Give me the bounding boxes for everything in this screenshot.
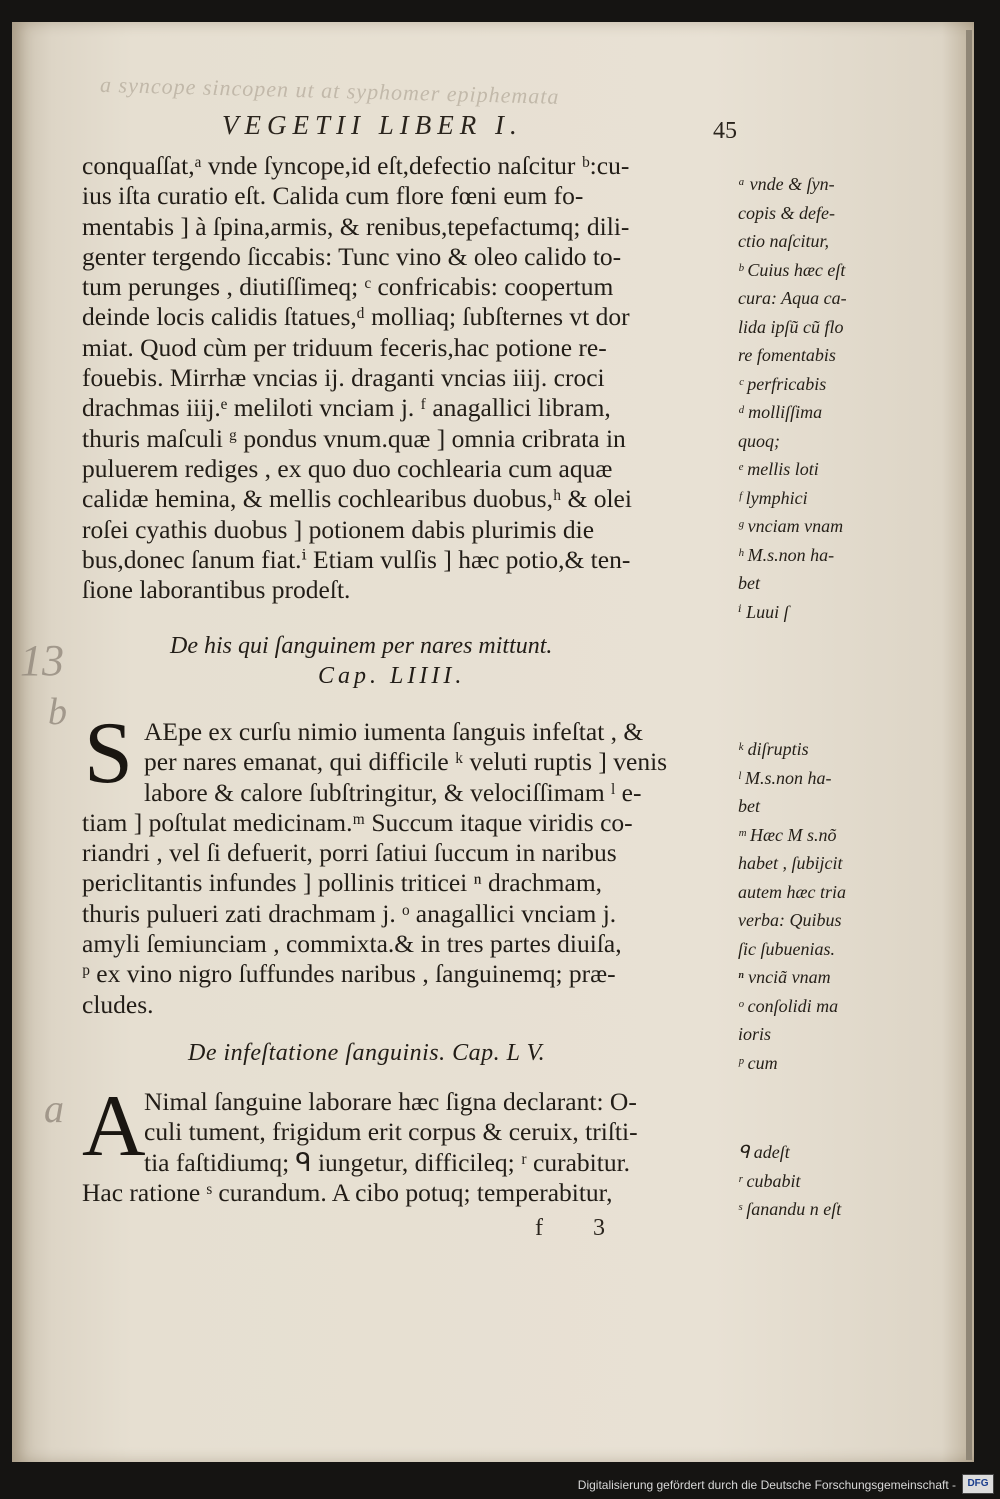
text-line: roſei cyathis duobus ] potionem dabis plurimis die bbox=[82, 514, 595, 544]
margin-note: ᶜ perfricabis bbox=[738, 373, 827, 394]
chapter-number: Cap. LIIII. bbox=[318, 663, 466, 689]
margin-note: bet bbox=[738, 573, 760, 593]
text-line: tia faſtidiumq; ᑫ iungetur, difficileq; ʳ curabitur. bbox=[144, 1147, 631, 1177]
text-line: deinde locis calidis ſtatues,ᵈ molliaq; ſubſternes vt dor bbox=[82, 302, 630, 332]
margin-note: cura: Aqua ca- bbox=[738, 288, 847, 308]
margin-note: ⁱ Luui ſ bbox=[738, 601, 789, 622]
margin-note: re fomentabis bbox=[738, 345, 836, 365]
margin-note: ctio naſcitur, bbox=[738, 231, 829, 251]
margin-note: ᵉ mellis loti bbox=[738, 459, 819, 479]
section-1-text bbox=[82, 151, 742, 605]
drop-cap: A bbox=[82, 1078, 146, 1175]
pencil-mark: a bbox=[44, 1086, 64, 1131]
text-line: riandri , vel ſi defuerit, porri ſatiui ſuccum in naribus bbox=[82, 838, 617, 868]
margin-note: ˡ M.s.non ha- bbox=[738, 767, 832, 788]
drop-cap: S bbox=[84, 705, 133, 802]
text-line: puluerem rediges , ex quo duo cochlearia cum aquæ bbox=[82, 453, 613, 483]
text-line: bus,donec ſanum fiat.ⁱ Etiam vulſis ] hæc potio,& ten- bbox=[82, 544, 631, 574]
margin-note: ᵒ conſolidi ma bbox=[738, 995, 839, 1016]
margin-note: ʰ M.s.non ha- bbox=[738, 544, 835, 565]
margin-note: ⁿ vnciã vnam bbox=[738, 967, 831, 987]
text-line: drachmas iiij.ᵉ meliloti vnciam j. ᶠ anagallici libram, bbox=[82, 393, 611, 423]
text-line: per nares emanat, qui difficile ᵏ veluti ruptis ] venis bbox=[144, 747, 668, 777]
margin-note: ᵖ cum bbox=[738, 1052, 778, 1073]
digitization-credit: Digitalisierung gefördert durch die Deutsche Forschungsgemeinschaft - bbox=[577, 1478, 956, 1492]
text-line: Hac ratione ˢ curandum. A cibo potuq; temperabitur, bbox=[82, 1177, 613, 1207]
page-number: 45 bbox=[713, 118, 737, 144]
text-line: ius iſta curatio eſt. Calida cum flore fœni eum fo- bbox=[82, 181, 584, 211]
margin-notes-2 bbox=[738, 735, 878, 1077]
text-line: miat. Quod cùm per triduum feceris,hac potione re- bbox=[82, 332, 607, 362]
handwritten-scribble: a syncope sincopen ut at syphomer epiphemata bbox=[99, 71, 560, 109]
chapter-title: De his qui ſanguinem per nares mittunt. bbox=[170, 633, 553, 659]
text-line: amyli ſemiunciam , commixta.& in tres partes diuiſa, bbox=[82, 929, 622, 959]
text-line: ſione laborantibus prodeſt. bbox=[82, 575, 351, 605]
text-line: calidæ hemina, & mellis cochlearibus duobus,ʰ & olei bbox=[82, 484, 632, 514]
margin-note: ioris bbox=[738, 1024, 772, 1044]
margin-note: ᵏ diſruptis bbox=[738, 739, 809, 759]
text-line: mentabis ] à ſpina,armis, & renibus,tepefactumq; dili- bbox=[82, 211, 630, 241]
margin-note: quoq; bbox=[738, 430, 780, 451]
text-line: AEpe ex curſu nimio iumenta ſanguis infeſtat , & bbox=[144, 717, 644, 746]
page-edge bbox=[966, 30, 972, 1460]
margin-note: lida ipſũ cũ flo bbox=[738, 316, 844, 337]
text-line: conquaſſat,ᵃ vnde ſyncope,id eſt,defectio naſcitur ᵇ:cu- bbox=[82, 151, 630, 180]
text-line: genter tergendo ſiccabis: Tunc vino & oleo calido to- bbox=[82, 241, 622, 271]
text-line: thuris maſculi ᵍ pondus vnum.quæ ] omnia cribrata in bbox=[82, 423, 626, 453]
margin-notes-3 bbox=[738, 1138, 878, 1224]
margin-note: habet , ſubijcit bbox=[738, 853, 843, 873]
running-header: VEGETII LIBER I. bbox=[222, 110, 523, 140]
margin-note: copis & defe- bbox=[738, 202, 835, 223]
pencil-mark: b bbox=[48, 691, 67, 733]
margin-note: ᑫ adeſt bbox=[738, 1142, 790, 1162]
text-line: labore & calore ſubſtringitur, & velociſſimam ˡ e- bbox=[144, 777, 642, 807]
chapter-title: De infeſtatione ſanguinis. Cap. L V. bbox=[188, 1040, 546, 1066]
margin-note: ᶠ lymphici bbox=[738, 487, 808, 508]
section-3-text bbox=[82, 1078, 742, 1208]
dfg-logo: DFG bbox=[962, 1474, 994, 1494]
text-line: tum perunges , diutiſſimeq; ᶜ confricabis: coopertum bbox=[82, 272, 614, 302]
margin-note: ſic ſubuenias. bbox=[738, 938, 835, 959]
text-line: culi tument, frigidum erit corpus & ceruix, triſti- bbox=[144, 1117, 638, 1147]
margin-note: autem hæc tria bbox=[738, 881, 846, 902]
margin-note: ᵇ Cuius hæc eſt bbox=[738, 259, 846, 280]
section-2-text bbox=[82, 717, 742, 1020]
margin-note: verba: Quibus bbox=[738, 910, 842, 930]
text-line: thuris pulueri zati drachmam j. ᵒ anagallici vnciam j. bbox=[82, 898, 617, 928]
signature-mark: f 3 bbox=[535, 1215, 627, 1241]
pencil-mark: 13 bbox=[20, 636, 64, 685]
margin-note: ʳ cubabit bbox=[738, 1170, 801, 1191]
margin-note: ᵐ Hæc M s.nõ bbox=[738, 824, 837, 845]
text-line: ᵖ ex vino nigro ſuffundes naribus , ſanguinemq; præ- bbox=[82, 959, 616, 989]
text-line: periclitantis infundes ] pollinis triticei ⁿ drachmam, bbox=[82, 868, 603, 898]
margin-notes-1 bbox=[738, 170, 878, 626]
text-line: tiam ] poſtulat medicinam.ᵐ Succum itaque viridis co- bbox=[82, 807, 633, 837]
margin-note: ᵈ molliſſima bbox=[738, 402, 823, 422]
margin-note: bet bbox=[738, 796, 760, 816]
text-line: cludes. bbox=[82, 989, 154, 1019]
margin-note: ᵍ vnciam vnam bbox=[738, 516, 844, 536]
text-line: Nimal ſanguine laborare hæc ſigna declarant: O- bbox=[144, 1087, 637, 1116]
margin-note: ˢ ſanandu n eſt bbox=[738, 1199, 842, 1219]
margin-note: ᵃ vnde & ſyn- bbox=[738, 174, 835, 194]
text-line: fouebis. Mirrhæ vncias ij. draganti vncias iiij. croci bbox=[82, 363, 605, 393]
